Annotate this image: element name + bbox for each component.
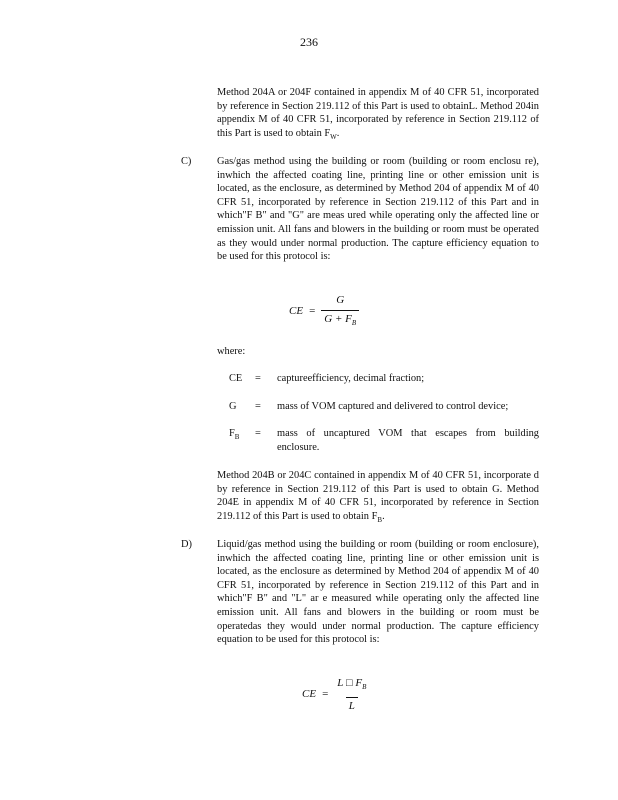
equation-d-fraction — [334, 677, 369, 713]
item-c-text: Gas/gas method using the building or room (building or room enclosu re), inwhich the affected coating line, printing line or other emission unit is located, as the enclosure, as determined by Method 204 of appendix M of 40 CFR 51, incorporated by reference in Section 219.112 of this Part and in which"F B" and "G" are meas ured while operating only the affected line or emission unit. All fans and blowers in the building or room must be operated as they would under normal production. The capture efficiency equation to be used for this protocol is: — [217, 156, 539, 263]
definition-fb-symbol-wrap — [229, 427, 255, 454]
definition-g-equals: = — [255, 401, 261, 412]
equation-c — [289, 294, 359, 330]
equation-d-denominator: L — [346, 697, 358, 714]
item-d-label: D) — [181, 539, 192, 550]
intro-paragraph-text: Method 204A or 204F contained in appendix M of 40 CFR 51, incorporated by reference in Section 219.112 of this Part is used to obtainL. Method 204in appendix M of 40 CFR 51, incorporated by reference in Section 219.112 of this Part is used to obtain F — [217, 87, 539, 139]
definition-ce-symbol: CE — [229, 373, 243, 384]
equation-d-numerator — [334, 677, 369, 697]
item-c-after-sub: B — [377, 515, 383, 524]
item-c-after: Method 204B or 204C contained in appendix M of 40 CFR 51, incorporate d by reference in Section 219.112 of this Part is used to obtain G. Method 204E in appendix M of 40 CFR 51, incorporated by reference in Section 219.112 of this Part is used to obtain $F_B$. — [217, 470, 539, 524]
equation-d-lhs: CE — [302, 688, 317, 701]
definition-ce-desc: captureefficiency, decimal fraction; — [277, 373, 425, 384]
equation-c-fraction — [321, 294, 359, 330]
item-c-label: C) — [181, 156, 192, 167]
equation-c-lhs: CE — [289, 305, 304, 318]
equation-c-denominator — [321, 310, 359, 331]
definition-fb-symbol: F — [229, 428, 235, 439]
equation-c-numerator: G — [336, 294, 345, 306]
definition-ce — [229, 372, 539, 386]
intro-subscript: W — [330, 132, 337, 141]
page-number: 236 — [300, 35, 318, 49]
equation-c-denominator-text: G + F — [324, 312, 352, 325]
definition-ce-equals: = — [255, 373, 261, 384]
definition-fb-equals: = — [255, 428, 261, 439]
equation-d-equals: = — [322, 688, 329, 701]
equation-d — [302, 677, 369, 713]
equation-d-numerator-text: L □ F — [337, 677, 363, 689]
definition-fb-desc: mass of uncaptured VOM that escapes from building enclosure. — [277, 428, 539, 453]
definition-g-desc: mass of VOM captured and delivered to control device; — [277, 401, 509, 412]
item-d-text: Liquid/gas method using the building or room (building or room enclosure), inwhich the affected coating line, printing line or other emission unit is located, as the enclosure as determined by Method 204 of appendix M of 40 CFR 51, incorporated by reference in Section 219.112 of this Part and in which"F B" and "L" ar e measured while operating only the affected line emission unit. All fans and blowers in the building or room must be operatedas they would under normal production. The capture efficiency equation to be used for this protocol is: — [217, 539, 539, 646]
definition-g-symbol: G — [229, 401, 237, 412]
intro-paragraph: Method 204A or 204F contained in appendix M of 40 CFR 51, incorporated by reference in Section 219.112 of this Part is used to obtainL. Method 204in appendix M of 40 CFR 51, incorporated by reference in Section 219.112 of this Part is used to obtain $F_W$. — [217, 87, 539, 141]
where-label: where: — [217, 346, 246, 357]
equation-c-denominator-sub: B — [351, 318, 357, 327]
definition-fb-sub: B — [234, 433, 240, 442]
definition-g — [229, 400, 539, 414]
equation-c-equals: = — [309, 305, 316, 318]
item-c-after-text: Method 204B or 204C contained in appendix M of 40 CFR 51, incorporate d by reference in Section 219.112 of this Part is used to obtain G. Method 204E in appendix M of 40 CFR 51, incorporated by reference in Section 219.112 of this Part is used to obtain F — [217, 470, 539, 522]
definition-fb — [229, 427, 539, 454]
equation-d-numerator-sub: B — [362, 683, 367, 692]
